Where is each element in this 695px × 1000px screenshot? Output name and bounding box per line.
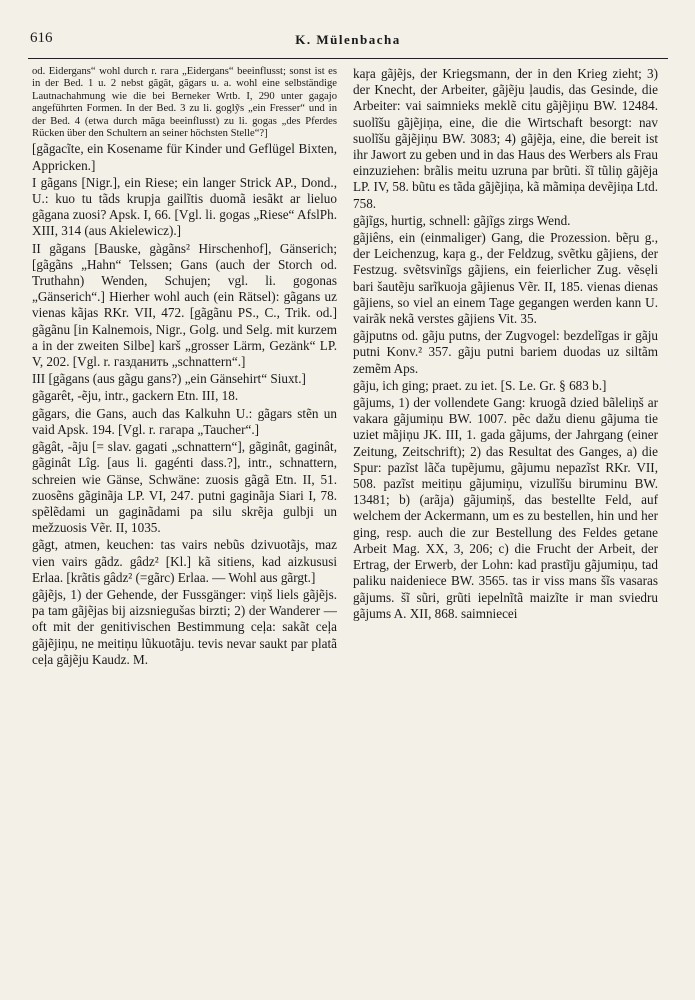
dictionary-entry: gãjĩgs, hurtig, schnell: gãjĩgs zirgs Wend. (353, 212, 571, 228)
entry-continuation: od. Eidergans“ wohl durch r. гага „Eidergans“ beeinflusst; sonst ist es in der Bed. 1 u. 2 nebst gãgãt, gãgars u. a. wohl eine selbständige Lautnachahmung wie die bei Berneker Wrtb. I, 290 unter gagajo angeführten Formen. In der Bed. 3 zu li. goglỹs „ein Fresser“ und in der Bed. 4 (etwa durch mãga beeinflusst) zu li. gogas „des Pferdes Rücken über den Schultern an seiner höchsten Stelle“?] (32, 66, 337, 140)
dictionary-entry: gãgarêt, -ẽju, intr., gackern Etn. III, 18. (32, 388, 239, 404)
page-number: 616 (30, 30, 53, 46)
dictionary-entry: gãgt, atmen, keuchen: tas vairs nebũs dzivuotãjs, maz vien vairs gãdz. gâdz² [Kl.] kã sitiens, kad aizkususi Erlaa. [krãtis gâdz² (=gãrc) Erlaa. — Wohl aus gãrgt.] (32, 537, 337, 585)
dictionary-entry: gãjiêns, ein (einmaliger) Gang, die Prozession. bẽŗu g., der Leichenzug, kaŗa g., der Feldzug, svẽtku gãjiens, der Festzug. svẽtsvinĩgs gãjiens, ein feierlicher Zug. vẽsẹli bari šautẽju sarĩkuoja gãjienus Vẽr. II, 185. vienas dienas gãjiens, so viel an einem Tage gegangen werden kann U. vairãk nekã verstes gãjiens Vit. 35. (353, 230, 658, 327)
dictionary-entry: II gãgans [Bauske, gàgãns² Hirschenhof], Gänserich; [gãgãns „Hahn“ Telssen; Gans (auch der Storch od. Truthahn) Wenden, Schujen; vgl. li. gogonas „Gänserich“.] Hierher wohl auch (ein Rätsel): gãgans uz vienas kãjas RKr. VII, 472. [gãgãnu PS., C., Trik. od.] gãgãnu [in Kalnemois, Nigr., Golg. und Selg. mit kurzem a in der zweiten Silbe] karš „grosser Lärm, Gezänk“ LP. V, 202. [Vgl. r. газданить „schnattern“.] (32, 240, 337, 370)
right-column (353, 66, 658, 990)
dictionary-entry: I gãgans [Nigr.], ein Riese; ein langer Strick AP., Dond., U.: kuo tu tãds krupja gailĩtis duomã iesãkt ar lieluo gãgana zuosi? Apsk. I, 66. [Vgl. li. gogas „Riese“ AfslPh. XIII, 314 (aus Akielewicz).] (32, 174, 337, 239)
dictionary-entry: gãju, ich ging; praet. zu iet. [S. Le. Gr. § 683 b.] (353, 377, 607, 393)
page-header (28, 26, 668, 52)
dictionary-entry: gãgars, die Gans, auch das Kalkuhn U.: gãgars stẽn un vaid Apsk. 194. [Vgl. r. гагара „Taucher“.] (32, 405, 337, 437)
left-column (32, 66, 337, 990)
dictionary-entry: gãgât, -ãju [= slav. gagati „schnattern“], gãginât, gaginât, gãginât Lîg. [aus li. gagénti dass.?], intr., schnattern, schreien wie Gänse, Schwäne: zuosis gãgã Etn. II, 51. zuosẽns gãginãja LP. VI, 247. putni gaginãja Siari I, 78. spẽlẽdami un gaginãdami pa silu skrẽja gulbji un mežzuosis Vẽr. II, 1035. (32, 439, 337, 536)
dictionary-entry: III [gãgans (aus gãgu gans?) „ein Gänsehirt“ Siuxt.] (32, 371, 306, 387)
dictionary-entry: gãjẽjs, 1) der Gehende, der Fussgänger: viņš liels gãjẽjs. pa tam gãjẽjas bij aizsniegušas birzti; 2) der Wanderer — oft mit der genitivischen Bestimmung ceļa: sakãt ceļa gãjẽjiņu, ne meitiņu lũkuotãju. tevis nevar saukt par platã ceļa gãjẽju Kaudz. M. (32, 586, 337, 667)
dictionary-entry: gãjums, 1) der vollendete Gang: kruogã dzied bãleliņš ar vakara gãjumiņu BW. 1007. pẽc dažu dienu gãjuma tie uziet mãjiņu JK. III, 1. gada gãjums, der Jahrgang (einer Zeitung, Zeitschrift); 2) das Resultat des Ganges, a) die Spur: pazĩst lãča tupẽjumu, gãjumu nepazĩst RKr. VII, 508. pazĩst meitiņu gãjumiņu, vizulĩšu biruminu BW. 13481; b) (arãja) gãjumiņš, das bestellte Feld, auf welchem der Ackermann, um es zu bestellen, hin und her ging, resp. auch die zur Bestellung des Feldes getane Arbeit Mag. XX, 3, 206; c) die Frucht der Arbeit, der Ertrag, der Erwerb, der Lohn: kad prastĩju gãjumiņu, tad paliku naideniece BW. 3565. tas ir viss mans šĩs vasaras gãjums. šĩ sũri, grũti iepelnĩtã maizĩte ir man sviedru gãjums A. XII, 868. saimniecei (353, 395, 658, 621)
running-head: K. Mülenbacha (295, 32, 401, 47)
dictionary-entry: gãjputns od. gãju putns, der Zugvogel: bezdelĩgas ir gãju putni Konv.² 357. gãju putni bariem duodas uz siltãm zemẽm Aps. (353, 328, 658, 376)
header-rule (28, 58, 668, 59)
dictionary-entry: [gãgacĩte, ein Kosename für Kinder und Geflügel Bixten, Appricken.] (32, 141, 337, 173)
entry-continuation: kaŗa gãjẽjs, der Kriegsmann, der in den Krieg zieht; 3) der Knecht, der Arbeiter, gãjẽju ļaudis, das Gesinde, die Arbeiter: vai saimnieks meklẽ citu gãjẽjiņu BW. 12484. suolĩšu gãjẽjiņa, eine, die die Wirtschaft besorgt: nav suolĩšu gãjẽjiņu BW. 3083; 4) gãjẽja, eine, die bereit ist ihr Jawort zu geben und in das Haus des Werbers als Frau einzuziehen: brãlis meitu uzruna par brũti. šĩ tũliņ gãjẽja LP. IV, 58. bũtu es tãda gãjẽjiņa, kã mãmiņa devẽjiņa Ltd. 758. (353, 66, 658, 211)
